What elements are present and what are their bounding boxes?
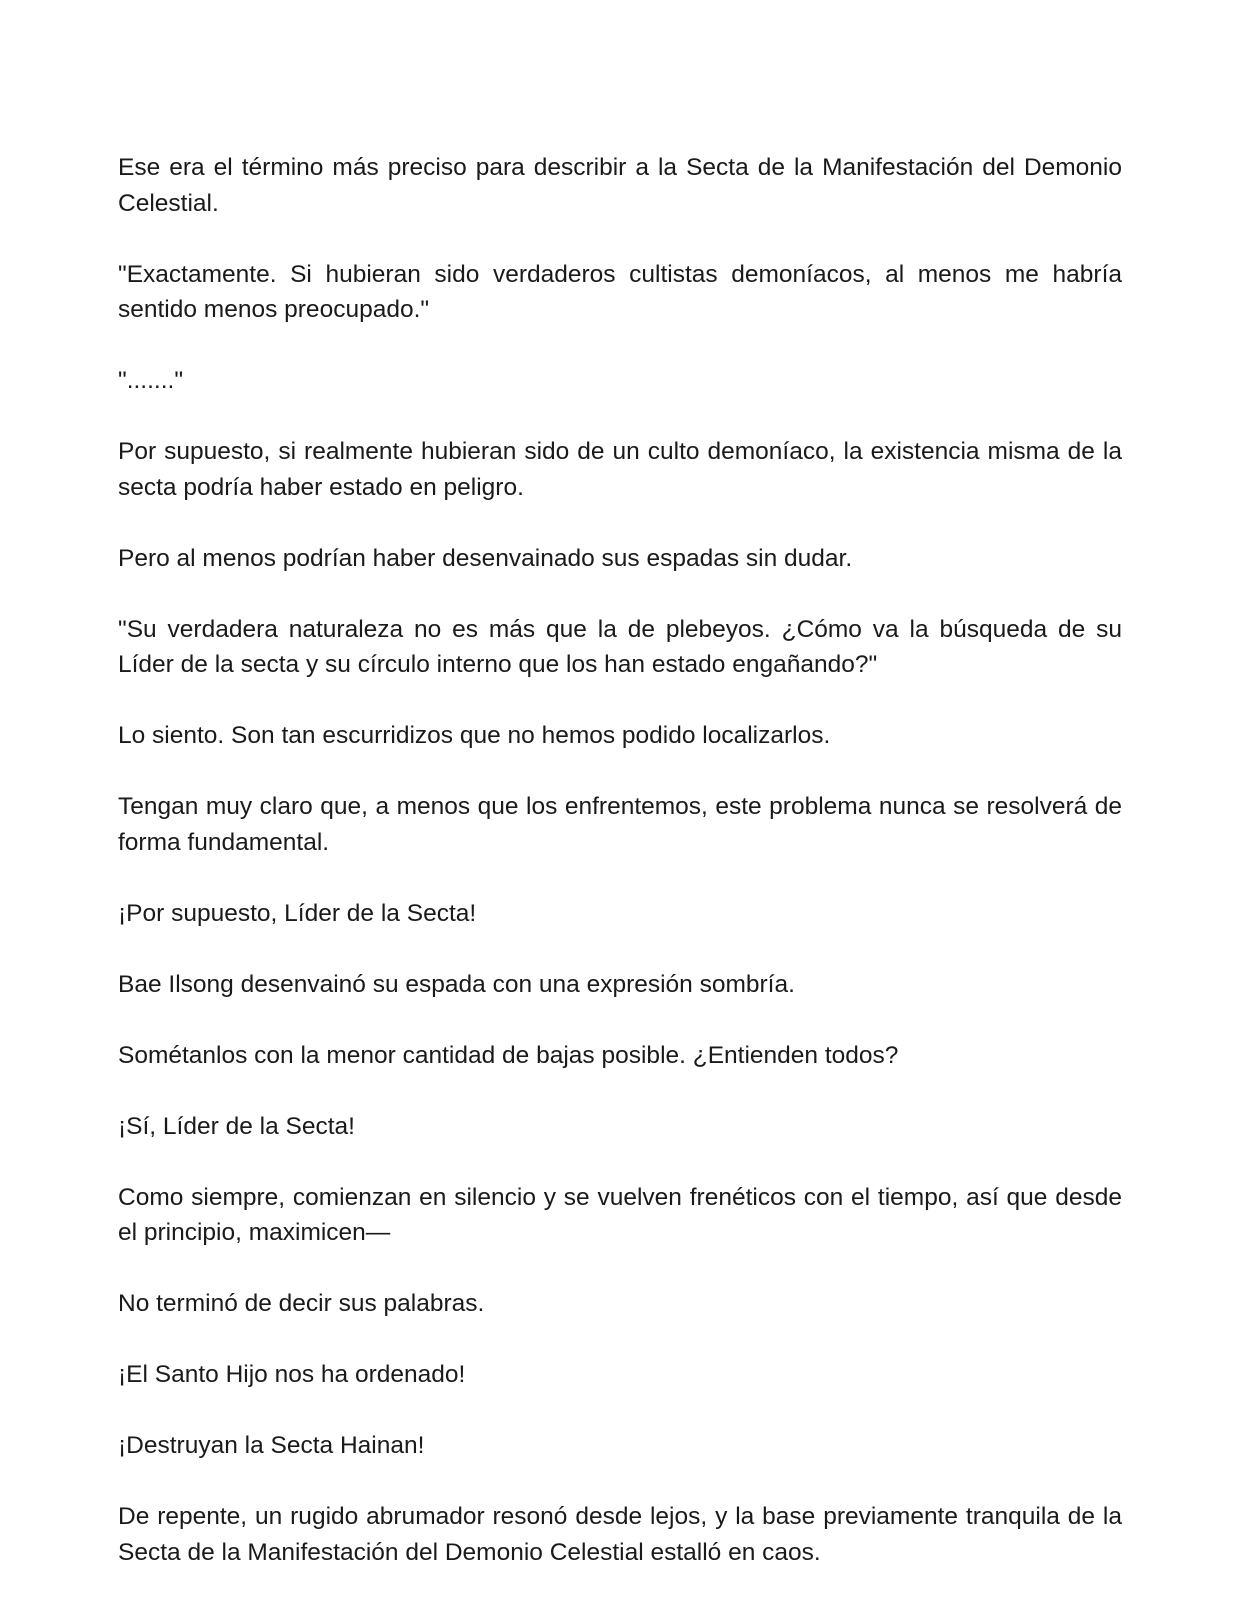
paragraph-10: Bae Ilsong desenvainó su espada con una expresión sombría. — [118, 970, 795, 998]
paragraph-3: "......." — [118, 367, 184, 394]
paragraph-12: ¡Sí, Líder de la Secta! — [118, 1112, 355, 1140]
paragraph-1: Ese era el término más preciso para describir a la Secta de la Manifestación del Demonio Celestial. — [118, 154, 1122, 217]
paragraph-7: Lo siento. Son tan escurridizos que no hemos podido localizarlos. — [118, 722, 831, 749]
paragraph-13: Como siempre, comienzan en silencio y se vuelven frenéticos con el tiempo, así que desde el principio, maximicen— — [118, 1183, 1122, 1246]
paragraph-17: De repente, un rugido abrumador resonó desde lejos, y la base previamente tranquila de la Secta de la Manifestación del Demonio Celestial estalló en caos. — [118, 1503, 1122, 1566]
paragraph-8: Tengan muy claro que, a menos que los enfrentemos, este problema nunca se resolverá de forma fundamental. — [118, 793, 1122, 856]
paragraph-6: "Su verdadera naturaleza no es más que la de plebeyos. ¿Cómo va la búsqueda de su Líder de la secta y su círculo interno que los han estado engañando?" — [118, 615, 1122, 678]
paragraph-11: Sométanlos con la menor cantidad de bajas posible. ¿Entienden todos? — [118, 1041, 899, 1069]
paragraph-16: ¡Destruyan la Secta Hainan! — [118, 1432, 425, 1459]
paragraph-4: Por supuesto, si realmente hubieran sido de un culto demoníaco, la existencia misma de la secta podría haber estado en peligro. — [118, 438, 1122, 501]
document-page — [118, 150, 1122, 1570]
paragraph-2: "Exactamente. Si hubieran sido verdaderos cultistas demoníacos, al menos me habría sentido menos preocupado." — [118, 260, 1122, 323]
paragraph-5: Pero al menos podrían haber desenvainado sus espadas sin dudar. — [118, 544, 853, 572]
paragraph-14: No terminó de decir sus palabras. — [118, 1290, 485, 1317]
paragraph-15: ¡El Santo Hijo nos ha ordenado! — [118, 1361, 466, 1388]
paragraph-9: ¡Por supuesto, Líder de la Secta! — [118, 899, 477, 927]
